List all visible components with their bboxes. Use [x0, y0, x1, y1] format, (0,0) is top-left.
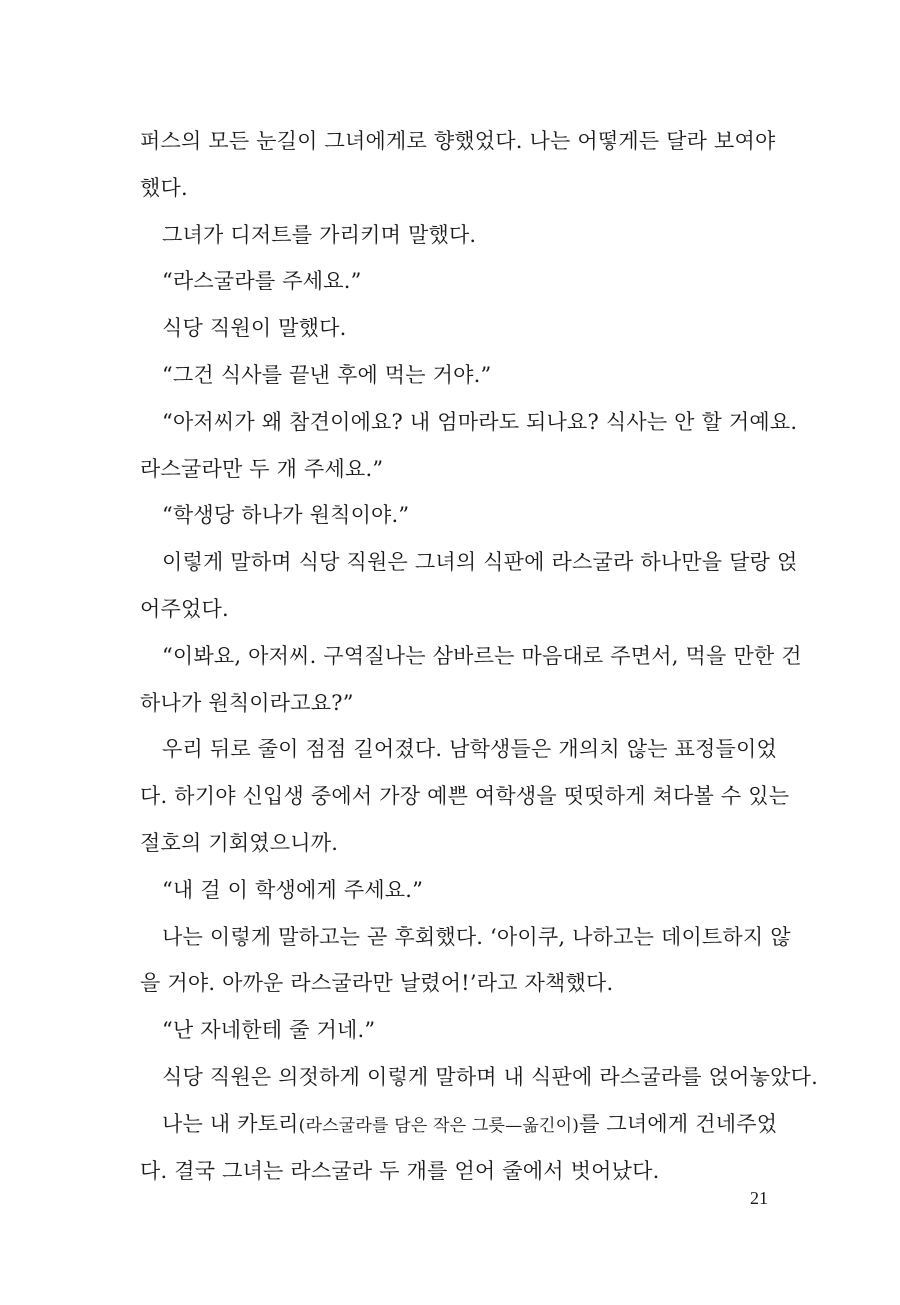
text-segment: 를 그녀에게 건네주었 — [579, 1111, 778, 1136]
text-line: 라스굴라만 두 개 주세요.” — [140, 456, 384, 481]
text-line: 식당 직원이 말했다. — [162, 316, 347, 341]
text-line: 우리 뒤로 줄이 점점 길어졌다. 남학생들은 개의치 않는 표정들이었 — [162, 737, 777, 762]
text-line: “이봐요, 아저씨. 구역질나는 삼바르는 마음대로 주면서, 먹을 만한 건 — [162, 643, 802, 668]
text-line: “아저씨가 왜 참견이에요? 내 엄마라도 되나요? 식사는 안 할 거예요. — [162, 409, 798, 434]
translator-note: (라스굴라를 담은 작은 그릇—옮긴이) — [298, 1115, 580, 1136]
text-line: 다. 결국 그녀는 라스굴라 두 개를 얻어 줄에서 벗어났다. — [140, 1158, 660, 1183]
body-text — [140, 118, 818, 1194]
text-segment: 나는 내 카토리 — [162, 1111, 299, 1136]
text-line: 그녀가 디저트를 가리키며 말했다. — [162, 222, 477, 247]
text-line: “난 자네한테 줄 거네.” — [162, 1018, 376, 1043]
page-number: 21 — [750, 1188, 768, 1208]
text-line: 이렇게 말하며 식당 직원은 그녀의 식판에 라스굴라 하나만을 달랑 얹 — [162, 550, 798, 575]
text-line: “그건 식사를 끝낸 후에 먹는 거야.” — [162, 362, 492, 387]
text-line: “내 걸 이 학생에게 주세요.” — [162, 877, 424, 902]
text-line: 하나가 원칙이라고요?” — [140, 690, 354, 715]
text-line: 했다. — [140, 175, 188, 200]
text-line: “학생당 하나가 원칙이야.” — [162, 503, 410, 528]
text-line: 어주었다. — [140, 596, 229, 621]
text-line: 다. 하기야 신입생 중에서 가장 예쁜 여학생을 떳떳하게 쳐다볼 수 있는 — [140, 784, 790, 809]
text-line: “라스굴라를 주세요.” — [162, 269, 362, 294]
text-line: 나는 이렇게 말하고는 곧 후회했다. ‘아이쿠, 나하고는 데이트하지 않 — [162, 924, 791, 949]
text-line: 퍼스의 모든 눈길이 그녀에게로 향했었다. 나는 어떻게든 달라 보여야 — [140, 129, 776, 153]
text-line: 을 거야. 아까운 라스굴라만 날렸어!’라고 자책했다. — [140, 971, 614, 996]
text-line-with-note — [140, 1101, 780, 1148]
text-line: 절호의 기회였으니까. — [140, 830, 339, 855]
text-line: 식당 직원은 의젓하게 이렇게 말하며 내 식판에 라스굴라를 얹어놓았다. — [162, 1064, 818, 1089]
